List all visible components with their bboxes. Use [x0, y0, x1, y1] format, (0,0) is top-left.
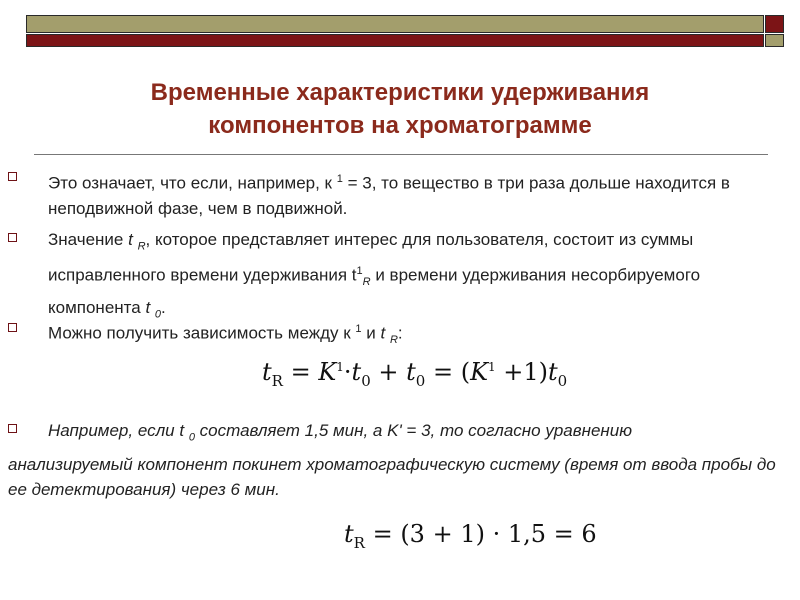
header-square-red — [765, 15, 784, 33]
title-line-1: Временные характеристики удерживания — [150, 79, 650, 106]
header-bar-red — [26, 34, 764, 47]
paragraph-3: Можно получить зависимость между к $^1$ и t $_R$: — [48, 323, 403, 347]
paragraph-5: анализируемый компонент покинет хроматографическую систему (время от ввода пробы до ее детектирования) через 6 мин. — [8, 455, 776, 499]
bullet-icon — [8, 424, 17, 433]
title-line-2: компонентов на хроматограмме — [208, 112, 592, 139]
bullet-icon — [8, 323, 17, 332]
header-bar-olive — [26, 15, 764, 33]
slide-title — [80, 76, 720, 142]
formula-tr-result: $t_R = (3 + 1) \cdot 1,5 = 6$ — [344, 520, 597, 552]
paragraph-2: Значение t $_R$, которое представляет интерес для пользователя, состоит из суммы исправленного времени удерживания $t^1_R$ и времени удерживания несорбируемого компонента t $_0$. — [48, 230, 701, 321]
paragraph-1: Это означает, что если, например, к $^1$ = 3, то вещество в три раза дольше находится в неподвижной фазе, чем в подвижной. — [48, 173, 730, 218]
paragraph-4: Например, если t $_0$ составляет 1,5 мин, а K' = 3, то согласно уравнению — [48, 421, 633, 444]
formula-tr: $t_R = K^1\cdot t_0 + t_0 = (K^1 +1)t_0$ — [262, 358, 568, 390]
bullet-icon — [8, 172, 17, 181]
header-square-olive — [765, 34, 784, 47]
title-divider — [34, 154, 768, 155]
bullet-icon — [8, 233, 17, 242]
